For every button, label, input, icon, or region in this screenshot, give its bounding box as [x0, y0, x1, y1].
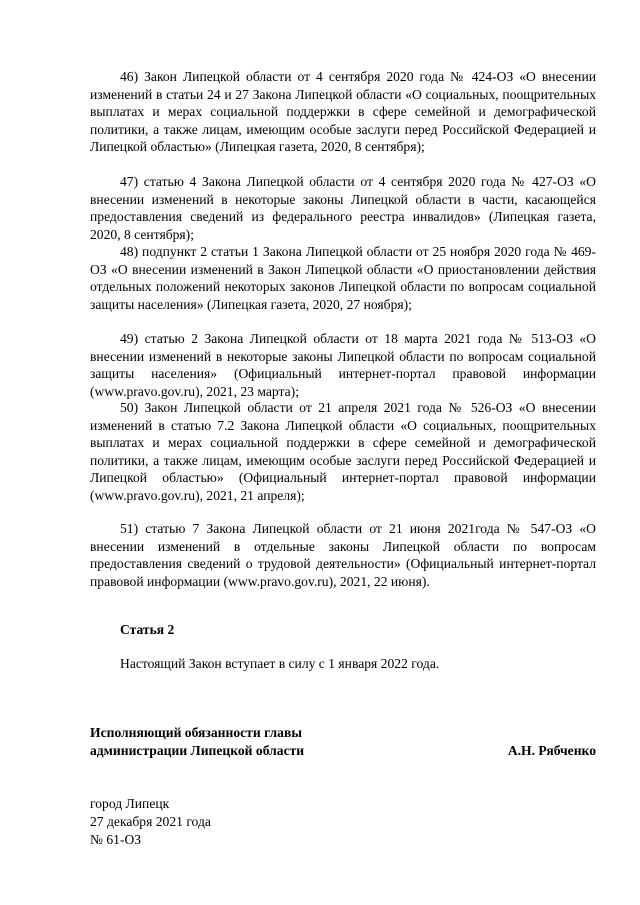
law-number: № 61-ОЗ [90, 832, 142, 847]
list-item-50: 50) Закон Липецкой области от 21 апреля 2021 года № 526-ОЗ «О внесении изменений в статью 7.2 Закона Липецкой области «О социальных, поощрительных выплатах и мерах социальной поддержки в сфере семейной и демографической политики, а также лицам, имеющим особые заслуги перед Российской Федерацией и Липецкой областью» (Официальный интернет-портал правовой информации (www.pravo.gov.ru), 2021, 21 апреля); [90, 400, 596, 503]
list-item-46: 46) Закон Липецкой области от 4 сентября 2020 года № 424-ОЗ «О внесении изменений в статьи 24 и 27 Закона Липецкой области «О социальных, поощрительных выплатах и мерах социальной поддержки в сфере семейной и демографической политики, а также лицам, имеющим особые заслуги перед Российской Федерацией и Липецкой областью» (Липецкая газета, 2020, 8 сентября); [90, 69, 596, 154]
list-item-48: 48) подпункт 2 статьи 1 Закона Липецкой области от 25 ноября 2020 года № 469-ОЗ «О внесении изменений в Закон Липецкой области «О приостановлении действия отдельных положений некоторых законов Липецкой области по вопросам социальной защиты населения» (Липецкая газета, 2020, 27 ноября); [90, 244, 596, 312]
signer-position-line1: Исполняющий обязанности главы [90, 725, 302, 740]
article-text: Настоящий Закон вступает в силу с 1 января 2022 года. [120, 656, 440, 671]
signature-block [90, 724, 596, 760]
city: город Липецк [90, 796, 170, 811]
article-heading: Статья 2 [120, 622, 175, 637]
signer-position-line2: администрации Липецкой области [90, 743, 305, 758]
list-item-51: 51) статью 7 Закона Липецкой области от 21 июня 2021года № 547-ОЗ «О внесении изменений в отдельные законы Липецкой области по вопросам предоставления сведений о трудовой деятельности» (Официальный интернет-портал правовой информации (www.pravo.gov.ru), 2021, 22 июня). [90, 521, 596, 589]
signer-name: А.Н. Рябченко [507, 743, 596, 758]
place-date-block [90, 795, 390, 849]
list-item-49: 49) статью 2 Закона Липецкой области от 18 марта 2021 года № 513-ОЗ «О внесении изменений в некоторые законы Липецкой области по вопросам социальной защиты населения» (Официальный интернет-портал правовой информации (www.pravo.gov.ru), 2021, 23 марта); [90, 331, 596, 399]
list-item-47: 47) статью 4 Закона Липецкой области от 4 сентября 2020 года № 427-ОЗ «О внесении изменений в некоторые законы Липецкой области в части, касающейся предоставления сведений из федерального реестра инвалидов» (Липецкая газета, 2020, 8 сентября); [90, 174, 596, 242]
law-date: 27 декабря 2021 года [90, 814, 211, 829]
